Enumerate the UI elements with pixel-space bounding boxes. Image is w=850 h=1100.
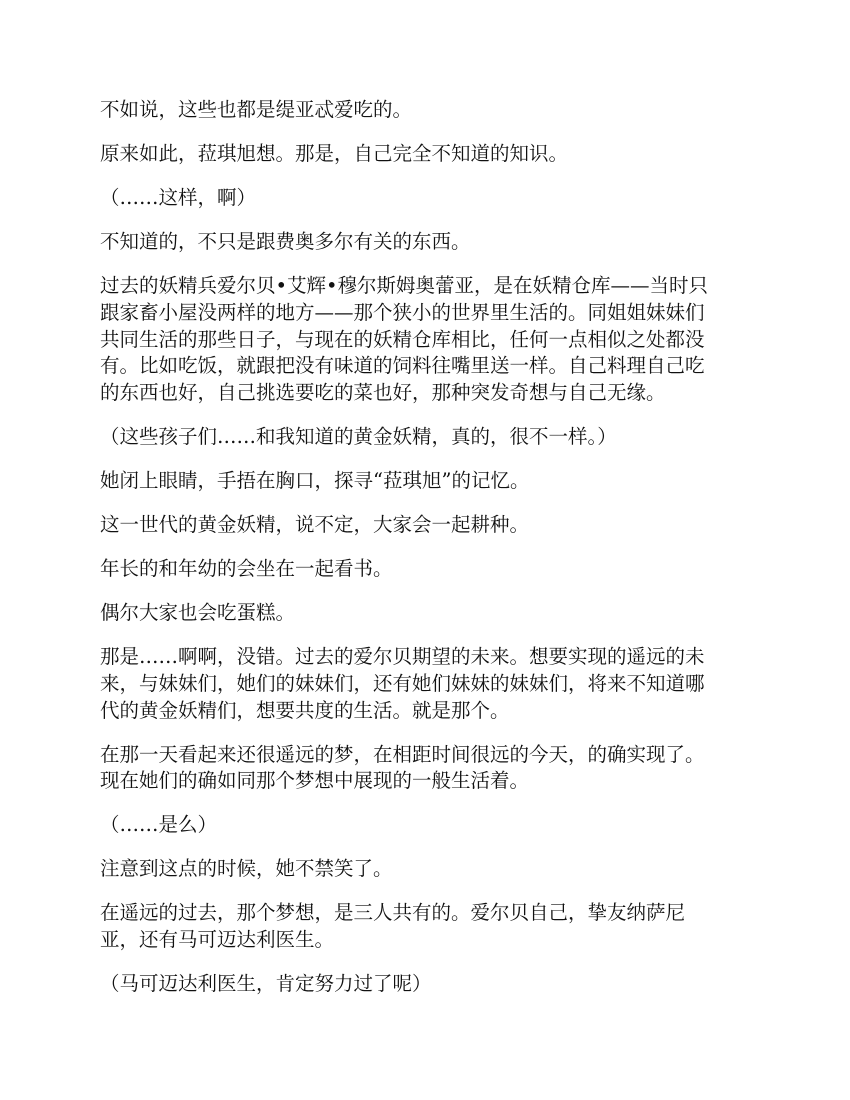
text-line: 注意到这点的时候，她不禁笑了。 — [100, 857, 393, 881]
text-line: 现在她们的确如同那个梦想中展现的一般生活着。 — [100, 769, 530, 793]
paragraph — [100, 742, 760, 796]
text-line: 跟家畜小屋没两样的地方——那个狭小的世界里生活的。同姐姐妹妹们 — [100, 300, 705, 324]
text-line: 偶尔大家也会吃蛋糕。 — [100, 601, 296, 625]
paragraph — [100, 971, 760, 998]
paragraph — [100, 141, 760, 168]
paragraph — [100, 812, 760, 839]
text-line: 这一世代的黄金妖精，说不定，大家会一起耕种。 — [100, 513, 530, 537]
text-line: 过去的妖精兵爱尔贝•艾辉•穆尔斯姆奥蕾亚，是在妖精仓库——当时只 — [100, 273, 709, 297]
text-line: 的东西也好，自己挑选要吃的菜也好，那种突发奇想与自己无缘。 — [100, 381, 666, 405]
paragraph — [100, 600, 760, 627]
text-line: 年长的和年幼的会坐在一起看书。 — [100, 557, 393, 581]
text-line: （……这样，啊） — [100, 185, 257, 209]
text-line: 代的黄金妖精们，想要共度的生活。就是那个。 — [100, 698, 510, 722]
paragraph — [100, 900, 760, 954]
text-line: 她闭上眼睛，手捂在胸口，探寻“菈琪旭”的记忆。 — [100, 469, 530, 493]
paragraph — [100, 229, 760, 256]
text-line: 不知道的，不只是跟费奥多尔有关的东西。 — [100, 229, 471, 253]
paragraph — [100, 97, 760, 124]
paragraph — [100, 185, 760, 212]
text-line: 来，与妹妹们，她们的妹妹们，还有她们妹妹的妹妹们，将来不知道哪 — [100, 671, 705, 695]
text-line: 原来如此，菈琪旭想。那是，自己完全不知道的知识。 — [100, 141, 569, 165]
text-line: （马可迈达利医生，肯定努力过了呢） — [100, 972, 432, 996]
paragraph — [100, 644, 760, 724]
paragraph — [100, 856, 760, 883]
text-line: 在那一天看起来还很遥远的梦，在相距时间很远的今天，的确实现了。 — [100, 742, 705, 766]
paragraph — [100, 273, 760, 407]
paragraph — [100, 556, 760, 583]
paragraph — [100, 468, 760, 495]
paragraph — [100, 512, 760, 539]
text-line: 有。比如吃饭，就跟把没有味道的饲料往嘴里送一样。自己料理自己吃 — [100, 354, 705, 378]
document-page — [100, 97, 760, 1015]
text-line: 共同生活的那些日子，与现在的妖精仓库相比，任何一点相似之处都没 — [100, 327, 705, 351]
text-line: 不如说，这些也都是缇亚忒爱吃的。 — [100, 98, 413, 121]
text-line: 亚，还有马可迈达利医生。 — [100, 928, 335, 952]
text-line: 那是……啊啊，没错。过去的爱尔贝期望的未来。想要实现的遥远的未 — [100, 645, 705, 669]
text-line: （……是么） — [100, 813, 218, 837]
text-line: （这些孩子们……和我知道的黄金妖精，真的，很不一样。） — [100, 425, 617, 449]
paragraph — [100, 424, 760, 451]
text-line: 在遥远的过去，那个梦想，是三人共有的。爱尔贝自己，挚友纳萨尼 — [100, 901, 686, 925]
